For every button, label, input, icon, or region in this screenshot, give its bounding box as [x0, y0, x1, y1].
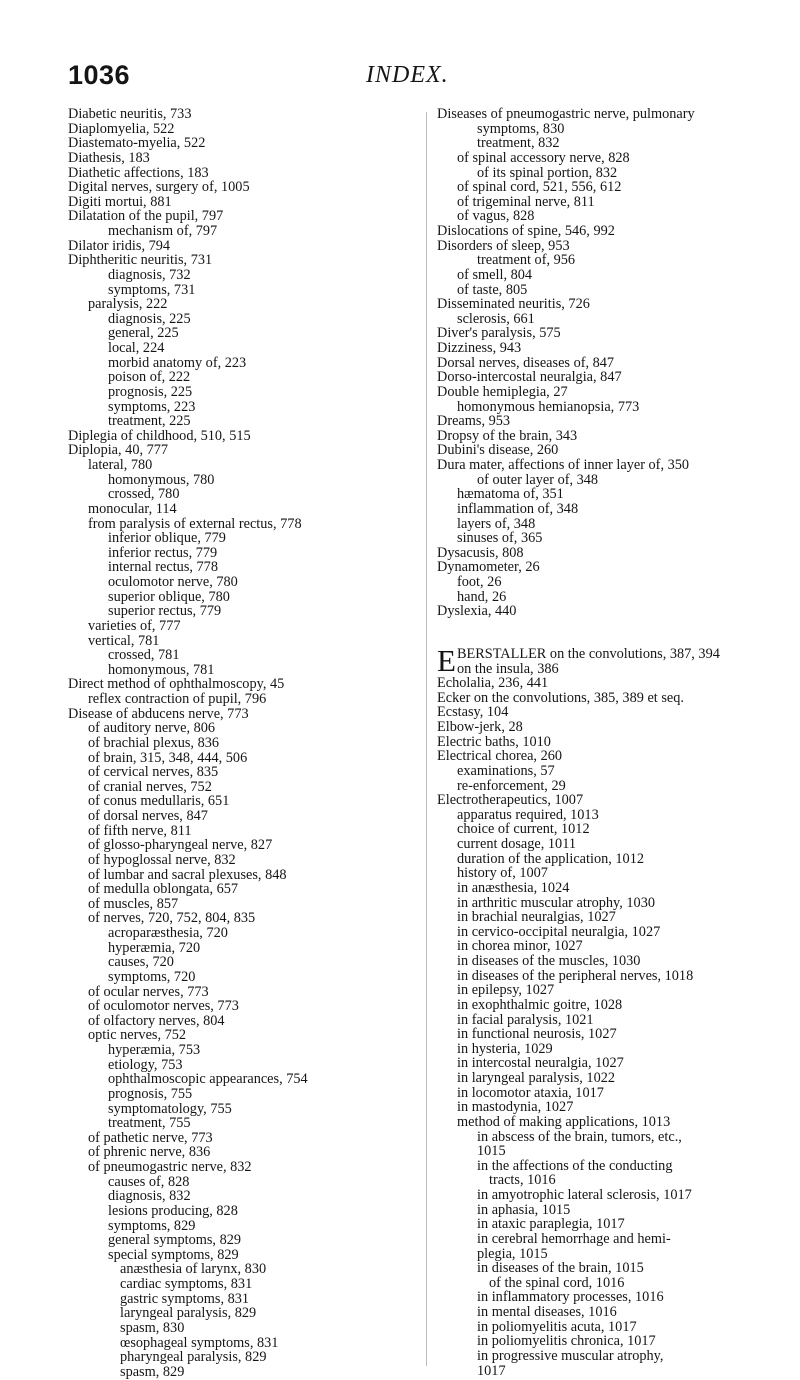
- index-entry: Dreams, 953: [437, 413, 511, 430]
- index-entry: Digiti mortui, 881: [68, 193, 172, 210]
- index-entry: Dropsy of the brain, 343: [437, 427, 578, 444]
- index-subentry: of glosso-pharyngeal nerve, 827: [88, 837, 273, 854]
- index-subentry: in inflammatory processes, 1016: [477, 1289, 664, 1306]
- index-subentry: of the spinal cord, 1016: [489, 1274, 625, 1291]
- index-subentry: choice of current, 1012: [457, 821, 590, 838]
- index-subentry: on the insula, 386: [457, 660, 559, 677]
- index-entry: Disseminated neuritis, 726: [437, 296, 590, 313]
- index-subentry: in hysteria, 1029: [457, 1040, 553, 1057]
- index-subentry: in intercostal neuralgia, 1027: [457, 1055, 624, 1072]
- index-subentry: of pneumogastric nerve, 832: [88, 1159, 252, 1175]
- index-subentry: in mental diseases, 1016: [477, 1304, 617, 1320]
- index-subentry: in cervico-occipital neuralgia, 1027: [457, 923, 661, 940]
- index-subentry: in facial paralysis, 1021: [457, 1011, 594, 1028]
- index-entry: Electrotherapeutics, 1007: [437, 792, 584, 809]
- index-subentry: in diseases of the peripheral nerves, 1018: [457, 967, 694, 984]
- index-entry: Dilator iridis, 794: [68, 237, 171, 254]
- index-subentry: lateral, 780: [88, 457, 153, 473]
- index-subentry: in amyotrophic lateral sclerosis, 1017: [477, 1187, 692, 1203]
- index-subentry: of spinal cord, 521, 556, 612: [457, 179, 622, 196]
- index-subentry: anæsthesia of larynx, 830: [120, 1261, 267, 1278]
- index-subentry: foot, 26: [457, 574, 502, 590]
- index-subentry: superior rectus, 779: [108, 603, 222, 620]
- index-subentry: of brain, 315, 348, 444, 506: [88, 749, 248, 766]
- index-subentry: of olfactory nerves, 804: [88, 1012, 225, 1029]
- index-entry: Ecstasy, 104: [437, 704, 509, 721]
- index-subentry: general, 225: [108, 325, 179, 342]
- index-subentry: poison of, 222: [108, 369, 191, 386]
- index-subentry: of dorsal nerves, 847: [88, 808, 208, 824]
- index-subentry: in laryngeal paralysis, 1022: [457, 1070, 616, 1086]
- index-subentry: of pathetic nerve, 773: [88, 1129, 213, 1146]
- index-subentry: diagnosis, 832: [108, 1188, 191, 1205]
- index-subentry: vertical, 781: [88, 632, 160, 649]
- index-entry: Dorso-intercostal neuralgia, 847: [437, 369, 622, 386]
- index-subentry: varieties of, 777: [88, 617, 181, 634]
- index-subentry: of muscles, 857: [88, 895, 179, 912]
- index-subentry: local, 224: [108, 340, 165, 356]
- index-subentry: history of, 1007: [457, 865, 548, 882]
- index-entry: Electrical chorea, 260: [437, 748, 563, 765]
- index-subentry: in brachial neuralgias, 1027: [457, 909, 616, 926]
- index-subentry: homonymous hemianopsia, 773: [457, 398, 640, 415]
- index-subentry: of cranial nerves, 752: [88, 778, 212, 795]
- index-subentry: plegia, 1015: [477, 1245, 548, 1262]
- index-subentry: lesions producing, 828: [108, 1202, 238, 1219]
- index-subentry: oculomotor nerve, 780: [108, 574, 238, 590]
- index-entry: Echolalia, 236, 441: [437, 675, 549, 692]
- index-subentry: of taste, 805: [457, 281, 528, 298]
- index-entry: Dysacusis, 808: [437, 544, 524, 561]
- index-subentry: general symptoms, 829: [108, 1232, 242, 1249]
- index-subentry: in exophthalmic goitre, 1028: [457, 996, 623, 1013]
- index-column-left: [68, 107, 426, 1379]
- index-subentry: pharyngeal paralysis, 829: [120, 1349, 267, 1366]
- index-subentry: inferior oblique, 779: [108, 530, 226, 547]
- index-subentry: in arthritic muscular atrophy, 1030: [457, 894, 655, 911]
- index-subentry: crossed, 780: [108, 486, 180, 503]
- index-subentry: method of making applications, 1013: [457, 1113, 671, 1130]
- index-subentry: ophthalmoscopic appearances, 754: [108, 1071, 308, 1088]
- index-subentry: in epilepsy, 1027: [457, 982, 555, 999]
- index-subentry: in abscess of the brain, tumors, etc.,: [477, 1128, 682, 1145]
- index-subentry: treatment, 832: [477, 135, 560, 152]
- index-subentry: monocular, 114: [88, 500, 177, 517]
- index-subentry: acroparæsthesia, 720: [108, 925, 228, 941]
- index-subentry: from paralysis of external rectus, 778: [88, 515, 302, 532]
- index-subentry: apparatus required, 1013: [457, 806, 599, 823]
- page-number: 1036: [68, 60, 131, 90]
- index-subentry: inflammation of, 348: [457, 500, 579, 517]
- index-subentry: in mastodynia, 1027: [457, 1099, 574, 1116]
- index-subentry: of ocular nerves, 773: [88, 983, 209, 1000]
- index-subentry: symptoms, 829: [108, 1217, 196, 1234]
- index-subentry: diagnosis, 732: [108, 266, 191, 283]
- index-subentry: examinations, 57: [457, 762, 555, 779]
- index-subentry: in diseases of the muscles, 1030: [457, 953, 641, 969]
- index-subentry: in the affections of the conducting: [477, 1157, 673, 1174]
- index-subentry: 1015: [477, 1143, 506, 1160]
- index-subentry: optic nerves, 752: [88, 1027, 187, 1044]
- index-subentry: causes of, 828: [108, 1173, 190, 1190]
- index-entry: Diathesis, 183: [68, 149, 150, 166]
- index-subentry: of medulla oblongata, 657: [88, 881, 239, 898]
- index-subentry: sinuses of, 365: [457, 530, 543, 547]
- index-entry: Diver's paralysis, 575: [437, 325, 561, 342]
- section-gap: [437, 619, 785, 633]
- running-title: INDEX.: [366, 62, 449, 88]
- index-subentry: symptoms, 223: [108, 398, 196, 415]
- index-subentry: of vagus, 828: [457, 208, 535, 225]
- index-subentry: in functional neurosis, 1027: [457, 1026, 617, 1043]
- index-subentry: prognosis, 755: [108, 1085, 193, 1102]
- index-entry: Elbow-jerk, 28: [437, 719, 523, 735]
- index-subentry: laryngeal paralysis, 829: [120, 1305, 257, 1322]
- index-subentry: spasm, 830: [120, 1319, 185, 1336]
- index-subentry: hyperæmia, 753: [108, 1042, 201, 1058]
- index-subentry: of nerves, 720, 752, 804, 835: [88, 910, 256, 927]
- index-subentry: of spinal accessory nerve, 828: [457, 149, 630, 166]
- index-subentry: in poliomyelitis acuta, 1017: [477, 1318, 637, 1335]
- index-subentry: spasm, 829: [120, 1363, 185, 1380]
- index-entry: Dyslexia, 440: [437, 603, 517, 620]
- index-entry: Digital nerves, surgery of, 1005: [68, 179, 250, 196]
- index-entry: Diabetic neuritis, 733: [68, 106, 192, 122]
- index-subentry: homonymous, 781: [108, 661, 215, 678]
- index-subentry: of trigeminal nerve, 811: [457, 193, 595, 210]
- index-subentry: in locomotor ataxia, 1017: [457, 1084, 604, 1101]
- index-subentry: gastric symptoms, 831: [120, 1290, 250, 1307]
- index-subentry: of auditory nerve, 806: [88, 720, 216, 737]
- index-entry: Disease of abducens nerve, 773: [68, 705, 249, 722]
- index-subentry: symptomatology, 755: [108, 1100, 232, 1117]
- index-subentry: symptoms, 731: [108, 281, 196, 298]
- index-subentry: in aphasia, 1015: [477, 1201, 571, 1218]
- index-subentry: symptoms, 720: [108, 968, 196, 985]
- index-subentry: hand, 26: [457, 588, 507, 605]
- index-entry-text: BERSTALLER on the convolutions, 387, 394: [456, 645, 720, 662]
- index-subentry: current dosage, 1011: [457, 836, 576, 852]
- index-entry: Double hemiplegia, 27: [437, 383, 568, 400]
- index-subentry: in diseases of the brain, 1015: [477, 1260, 644, 1277]
- index-entry: Diplegia of childhood, 510, 515: [68, 427, 251, 444]
- index-entry: Direct method of ophthalmoscopy, 45: [68, 676, 285, 693]
- index-subentry: morbid anatomy of, 223: [108, 354, 247, 371]
- index-subentry: inferior rectus, 779: [108, 544, 218, 561]
- index-entry: Electric baths, 1010: [437, 733, 551, 750]
- index-subentry: of fifth nerve, 811: [88, 822, 192, 839]
- index-subentry: of its spinal portion, 832: [477, 164, 618, 181]
- index-subentry: hyperæmia, 720: [108, 939, 201, 956]
- index-subentry: paralysis, 222: [88, 296, 168, 313]
- index-subentry: special symptoms, 829: [108, 1246, 239, 1263]
- index-subentry: of brachial plexus, 836: [88, 734, 220, 751]
- index-subentry: in anæsthesia, 1024: [457, 879, 570, 896]
- index-subentry: treatment, 225: [108, 413, 191, 430]
- index-entry: Diphtheritic neuritis, 731: [68, 252, 213, 269]
- index-subentry: of oculomotor nerves, 773: [88, 998, 239, 1015]
- index-subentry: cardiac symptoms, 831: [120, 1276, 253, 1292]
- index-subentry: symptoms, 830: [477, 120, 565, 137]
- index-subentry: tracts, 1016: [489, 1172, 556, 1189]
- index-entry: Dizziness, 943: [437, 340, 522, 356]
- column-divider: [426, 112, 427, 1366]
- index-subentry: of conus medullaris, 651: [88, 793, 230, 810]
- index-subentry: treatment of, 956: [477, 252, 576, 269]
- index-subentry: in poliomyelitis chronica, 1017: [477, 1333, 656, 1350]
- index-entry: Diseases of pneumogastric nerve, pulmonary: [437, 106, 695, 122]
- index-subentry: diagnosis, 225: [108, 310, 191, 327]
- index-subentry: of hypoglossal nerve, 832: [88, 851, 236, 868]
- index-subentry: etiology, 753: [108, 1056, 183, 1073]
- index-subentry: 1017: [477, 1362, 506, 1379]
- index-subentry: treatment, 755: [108, 1115, 191, 1132]
- index-subentry: mechanism of, 797: [108, 223, 218, 239]
- index-subentry: prognosis, 225: [108, 383, 193, 400]
- index-entry: Diastemato-myelia, 522: [68, 135, 206, 152]
- index-subentry: homonymous, 780: [108, 471, 215, 488]
- index-subentry: in ataxic paraplegia, 1017: [477, 1216, 625, 1233]
- index-subentry: duration of the application, 1012: [457, 850, 645, 867]
- index-subentry: superior oblique, 780: [108, 588, 230, 605]
- index-subentry: in progressive muscular atrophy,: [477, 1347, 664, 1364]
- index-subentry: of smell, 804: [457, 266, 533, 283]
- index-subentry: reflex contraction of pupil, 796: [88, 691, 267, 707]
- index-entry: Diaplomyelia, 522: [68, 120, 175, 137]
- index-subentry: causes, 720: [108, 954, 174, 971]
- index-subentry: in chorea minor, 1027: [457, 938, 583, 955]
- index-column-right: [437, 107, 785, 1378]
- index-entry: Dorsal nerves, diseases of, 847: [437, 354, 615, 371]
- index-subentry: œsophageal symptoms, 831: [120, 1334, 279, 1351]
- index-subentry: layers of, 348: [457, 515, 536, 532]
- index-subentry: of phrenic nerve, 836: [88, 1144, 211, 1161]
- index-subentry: sclerosis, 661: [457, 310, 535, 327]
- index-entry: Dilatation of the pupil, 797: [68, 208, 224, 225]
- index-entry: Diplopia, 40, 777: [68, 442, 169, 459]
- index-entry: Dynamometer, 26: [437, 559, 540, 576]
- index-entry: Diathetic affections, 183: [68, 164, 209, 181]
- index-subentry: in cerebral hemorrhage and hemi-: [477, 1230, 671, 1247]
- section-gap: [437, 633, 785, 647]
- index-subentry: of outer layer of, 348: [477, 471, 599, 488]
- index-entry: Dislocations of spine, 546, 992: [437, 223, 615, 239]
- index-subentry: hæmatoma of, 351: [457, 486, 564, 503]
- index-subentry: of lumbar and sacral plexuses, 848: [88, 866, 287, 883]
- page-header: [68, 60, 668, 100]
- index-subentry: internal rectus, 778: [108, 559, 218, 576]
- index-entry: Dubini's disease, 260: [437, 442, 559, 459]
- index-entry: Ecker on the convolutions, 385, 389 et seq.: [437, 689, 684, 706]
- index-entry: Dura mater, affections of inner layer of, 350: [437, 457, 690, 473]
- index-subentry: re-enforcement, 29: [457, 777, 566, 794]
- drop-cap: E: [437, 642, 456, 678]
- index-subentry: of cervical nerves, 835: [88, 764, 219, 781]
- index-entry: Disorders of sleep, 953: [437, 237, 570, 254]
- index-subentry: crossed, 781: [108, 647, 180, 664]
